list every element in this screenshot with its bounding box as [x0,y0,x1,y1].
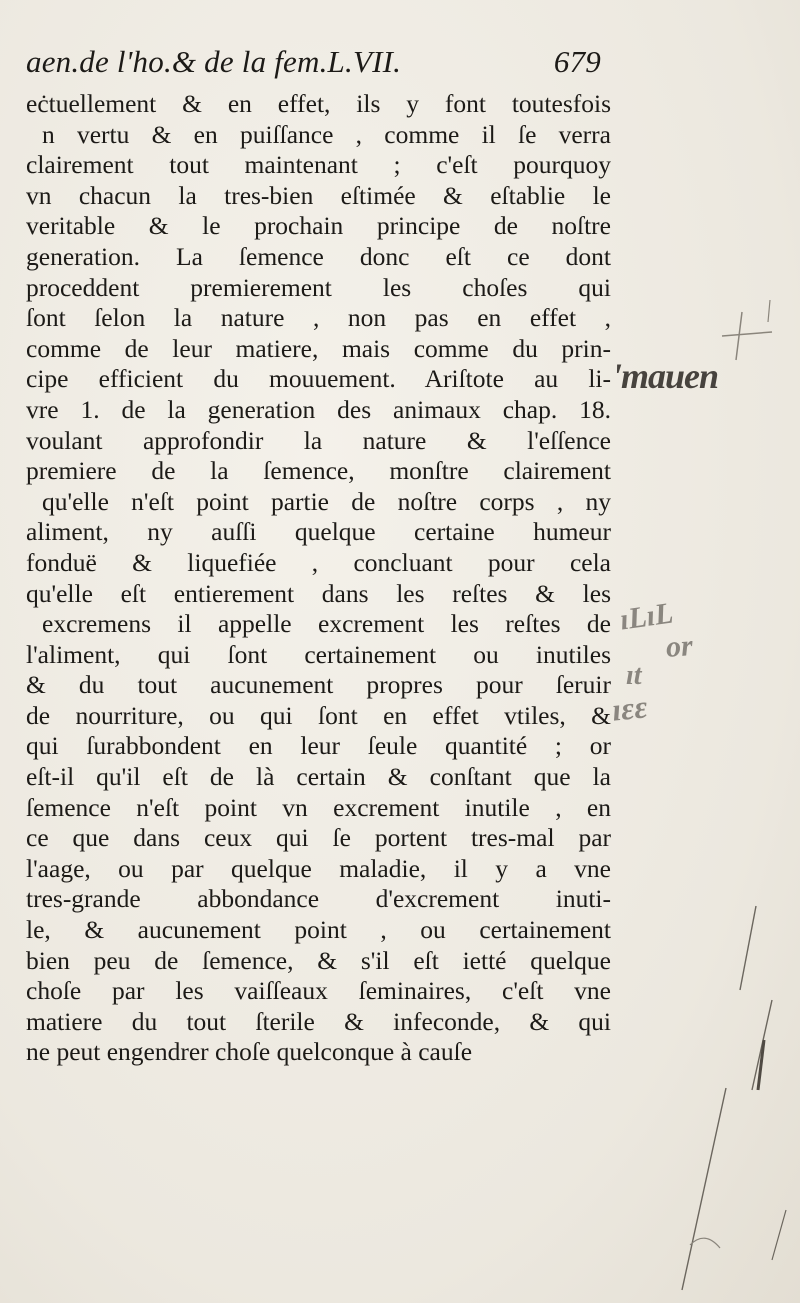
pencil-stroke [740,906,756,990]
text-line: aliment, ny auſſi quelque certaine humeur [26,517,611,547]
text-line: n vertu & en puiſſance , comme il ſe verra [42,119,611,149]
text-line: ſemence n'eſt point vn excrement inutile , en [26,792,611,822]
text-line: qu'elle eſt entierement dans les reſtes & les [26,578,611,608]
text-line: ne peut engendrer choſe quelconque à cauſe [26,1037,473,1067]
text-line: l'aliment, qui ſont certainement ou inutiles [26,639,611,669]
pencil-stroke [772,1210,786,1260]
pencil-stroke [768,300,770,322]
text-line: eſt-il qu'il eſt de là certain & conſtant que la [26,762,611,792]
text-line: eċtuellement & en effet, ils y font toutesfois [26,89,611,118]
text-line: l'aage, ou par quelque maladie, il y a vne [26,853,611,883]
pencil-stroke [736,312,742,360]
margin-handwritten-note: 'mauen [612,356,719,396]
pencil-stroke [722,332,772,336]
text-line: comme de leur matiere, mais comme du prin- [26,333,611,363]
text-line: ſont ſelon la nature , non pas en effet , [26,303,611,333]
ink-bleed-stain: ıLıL or ıt ıɛɛ [610,596,694,728]
text-line: excremens il appelle excrement les reſtes de [42,609,611,639]
text-line: premiere de la ſemence, monſtre clairement [26,456,611,486]
text-line: bien peu de ſemence, & s'il eſt ietté quelque [26,945,611,975]
running-title: aen.de l'ho.& de la fem.L.VII. [26,44,402,79]
text-line: veritable & le prochain principe de noſtre [26,211,611,241]
text-line: voulant approfondir la nature & l'eſſence [26,425,611,455]
text-line: vn chacun la tres-bien eſtimée & eſtablie le [26,180,611,210]
text-line: de nourriture, ou qui ſont en effet vtiles, & [26,700,611,730]
page-number: 679 [553,44,601,79]
text-line: fonduë & liquefiée , concluant pour cela [26,547,611,577]
text-line: tres-grande abbondance d'excrement inuti- [26,884,611,914]
text-line: & du tout aucunement propres pour ſeruir [26,670,611,700]
text-line: qui ſurabbondent en leur ſeule quantité ; or [26,731,611,761]
text-line: vre 1. de la generation des animaux chap. 18. [26,394,611,424]
text-line: le, & aucunement point , ou certainement [26,915,611,945]
text-line: matiere du tout ſterile & infeconde, & qui [26,1006,611,1036]
text-line: ce que dans ceux qui ſe portent tres-mal par [26,823,611,853]
text-line: clairement tout maintenant ; c'eſt pourquoy [26,150,611,180]
text-line: qu'elle n'eſt point partie de noſtre corps , ny [42,486,611,516]
text-line: proceddent premierement les choſes qui [26,272,611,302]
pencil-stroke [682,1088,726,1290]
pencil-stroke [690,1238,720,1248]
text-line: choſe par les vaiſſeaux ſeminaires, c'eſt vne [26,976,611,1006]
text-line: cipe efficient du mouuement. Ariſtote au li- [26,364,611,394]
text-line: generation. La ſemence donc eſt ce dont [26,241,611,271]
